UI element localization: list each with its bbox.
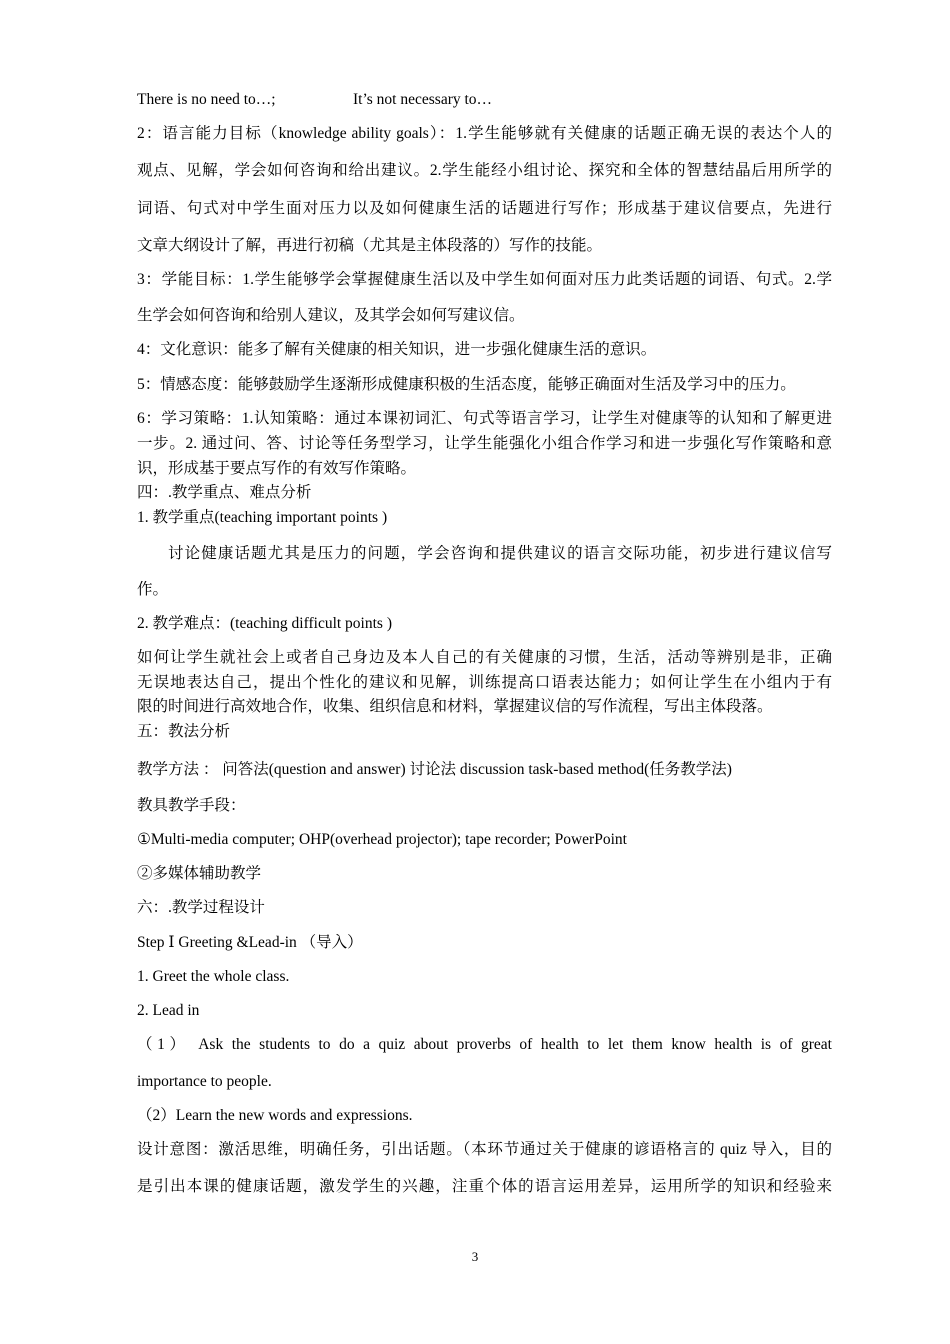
text-line: 一步。2. 通过问、答、讨论等任务型学习，让学生能强化小组合作学习和进一步强化写作策略和意: [137, 435, 832, 452]
text-line: importance to people.: [137, 1073, 272, 1090]
text-line: 设计意图：激活思维，明确任务，引出话题。（本环节通过关于健康的谚语格言的 quiz 导入，目的: [137, 1141, 832, 1158]
section-heading: 五：教法分析: [137, 723, 231, 740]
list-item: ②多媒体辅助教学: [137, 865, 262, 882]
list-item: ①Multi-media computer; OHP(overhead projector); tape recorder; PowerPoint: [137, 831, 627, 848]
step-heading: Step Ⅰ Greeting &Lead-in （导入）: [137, 934, 363, 951]
text-line: [137, 90, 832, 110]
text-line: 识，形成基于要点写作的有效写作策略。: [137, 460, 417, 477]
phrase-not-necessary: It’s not necessary to…: [353, 91, 493, 108]
text-line: 无误地表达自己，提出个性化的建议和见解，训练提高口语表达能力；如何让学生在小组内于有: [137, 674, 832, 691]
text-line: 2：语言能力目标（knowledge ability goals）：1.学生能够就有关健康的话题正确无误的表达个人的: [137, 125, 832, 142]
phrase-no-need: There is no need to…;: [137, 91, 276, 108]
text-line: 如何让学生就社会上或者自己身边及本人自己的有关健康的习惯，生活，活动等辨别是非，正确: [137, 649, 832, 666]
text-line: 词语、句式对中学生面对压力以及如何健康生活的话题进行写作；形成基于建议信要点，先进行: [137, 200, 832, 217]
subsection-heading: 2. 教学难点：(teaching difficult points ): [137, 615, 392, 632]
section-heading: 六：.教学过程设计: [137, 899, 265, 916]
text-line: 限的时间进行高效地合作，收集、组织信息和材料，掌握建议信的写作流程，写出主体段落。: [137, 698, 773, 715]
text-line: 5：情感态度：能够鼓励学生逐渐形成健康积极的生活态度，能够正确面对生活及学习中的压力。: [137, 376, 796, 393]
list-item: 1. Greet the whole class.: [137, 968, 290, 985]
text-line: （2）Learn the new words and expressions.: [137, 1107, 413, 1124]
text-line: 作。: [137, 581, 169, 598]
subsection-heading: 1. 教学重点(teaching important points ): [137, 509, 388, 526]
text-line: 3：学能目标：1.学生能够学会掌握健康生活以及中学生如何面对压力此类话题的词语、句式。2.学: [137, 271, 832, 288]
text-line: 观点、见解，学会如何咨询和给出建议。2.学生能经小组讨论、探究和全体的智慧结晶后用所学的: [137, 162, 832, 179]
text-line: 教具教学手段：: [137, 797, 246, 814]
text-line: 讨论健康话题尤其是压力的问题，学会咨询和提供建议的语言交际功能，初步进行建议信写: [168, 545, 832, 562]
text-line: 4：文化意识：能多了解有关健康的相关知识，进一步强化健康生活的意识。: [137, 341, 657, 358]
text-line: 是引出本课的健康话题，激发学生的兴趣，注重个体的语言运用差异，运用所学的知识和经验来: [137, 1178, 832, 1195]
page-number: 3: [471, 1249, 479, 1264]
text-line: 6：学习策略：1.认知策略：通过本课初词汇、句式等语言学习，让学生对健康等的认知和了解更进: [137, 410, 832, 427]
text-line: 生学会如何咨询和给别人建议，及其学会如何写建议信。: [137, 307, 525, 324]
text-line: （1） Ask the students to do a quiz about proverbs of health to let them know health is of great: [137, 1036, 832, 1053]
list-item: 2. Lead in: [137, 1002, 200, 1019]
section-heading: 四：.教学重点、难点分析: [137, 484, 312, 501]
text-line: 教学方法 ： 问答法(question and answer) 讨论法 discussion task-based method(任务教学法): [137, 761, 732, 778]
text-line: 文章大纲设计了解，再进行初稿（尤其是主体段落的）写作的技能。: [137, 237, 603, 254]
